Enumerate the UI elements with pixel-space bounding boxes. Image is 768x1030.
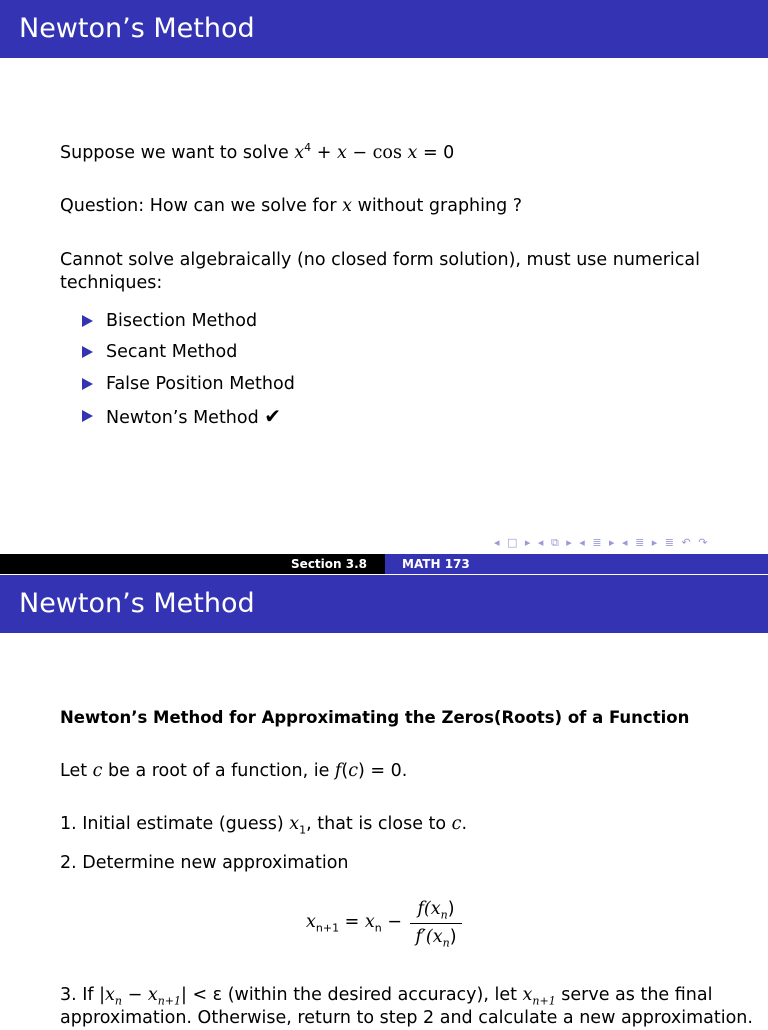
slide2-title-bar xyxy=(0,575,768,633)
step-1 xyxy=(60,813,467,836)
let-text: Let xyxy=(60,761,93,781)
var-f: f xyxy=(334,761,342,781)
method-item: Bisection Method xyxy=(106,311,258,331)
slide1-title: Newton’s Method xyxy=(19,13,255,44)
step3-text: 3. If | xyxy=(60,985,106,1005)
minus: − xyxy=(381,912,402,932)
eq-cos: − cos xyxy=(346,143,408,163)
slide1-title-bar xyxy=(0,0,768,58)
subscript: 1 xyxy=(299,823,307,837)
bullet-triangle-icon xyxy=(82,315,93,327)
step1-mid: , that is close to xyxy=(306,814,452,834)
question-text: Question: How can we solve for xyxy=(60,196,343,216)
beamer-navigation-icons[interactable]: ◂ □ ▸ ◂ ⧉ ▸ ◂ ≣ ▸ ◂ ≣ ▸ ≣ ↶ ↷ xyxy=(494,536,710,549)
root-definition xyxy=(60,760,407,783)
var-x: x xyxy=(306,912,316,932)
step-3-line2: approximation. Otherwise, return to step 2 and calculate a new approximation. xyxy=(60,1008,753,1028)
subscript: n xyxy=(374,921,382,935)
eq-var: x xyxy=(336,143,347,163)
question-line xyxy=(60,195,522,218)
paren: ( xyxy=(341,761,349,781)
bullet-triangle-icon xyxy=(82,346,93,358)
fraction-denominator: $f'(x_n)$ xyxy=(415,927,457,950)
footer-section-label: Section 3.8 xyxy=(291,557,367,571)
method-item: Secant Method xyxy=(106,342,238,362)
method-item-newton xyxy=(106,405,281,430)
var-x: x xyxy=(289,814,300,834)
bullet-triangle-icon xyxy=(82,378,93,390)
question-suffix: without graphing ? xyxy=(352,196,523,216)
var-c: c xyxy=(92,761,103,781)
question-var: x xyxy=(342,196,352,216)
var-x: x xyxy=(364,912,375,932)
var-c: c xyxy=(451,814,462,834)
let-mid: be a root of a function, ie xyxy=(102,761,335,781)
problem-text: Suppose we want to solve xyxy=(60,143,295,163)
theorem-heading: Newton’s Method for Approximating the Zeros(Roots) of a Function xyxy=(60,708,690,727)
eq-equals: = 0 xyxy=(417,143,455,163)
step1-text: 1. Initial estimate (guess) xyxy=(60,814,290,834)
newton-formula-fraction xyxy=(410,898,462,949)
problem-statement xyxy=(60,142,454,165)
step-2: 2. Determine new approximation xyxy=(60,853,349,873)
period: . xyxy=(461,814,468,834)
cannot-solve-line1: Cannot solve algebraically (no closed form solution), must use numerical xyxy=(60,250,700,270)
eq-plus: + xyxy=(311,143,337,163)
footer-section xyxy=(0,554,385,574)
method-item: False Position Method xyxy=(106,374,295,394)
equals-zero: ) = 0. xyxy=(358,761,408,781)
method-item-label: Newton’s Method xyxy=(106,408,259,428)
footer-course-label: MATH 173 xyxy=(402,557,470,571)
footer-course xyxy=(385,554,768,574)
newton-formula-lhs xyxy=(306,911,402,934)
eq-var: x xyxy=(407,143,418,163)
slide2-title: Newton’s Method xyxy=(19,588,255,619)
bullet-triangle-icon xyxy=(82,410,93,422)
footer-bar xyxy=(0,554,768,574)
eq-exponent: 4 xyxy=(304,141,312,155)
cannot-solve-line2: techniques: xyxy=(60,273,163,293)
step-3: 3. If $|x_n - x_{n+1}| < \varepsilon$ (within the desired accuracy), let $x_{n+1}$ serve as the final xyxy=(60,985,713,1008)
var-c: c xyxy=(348,761,359,781)
eq-var: x xyxy=(294,143,305,163)
checkmark-icon: ✔ xyxy=(264,404,282,428)
equals: = xyxy=(339,912,365,932)
subscript: n+1 xyxy=(315,921,340,935)
fraction-numerator: $f(x_n)$ xyxy=(410,898,462,924)
